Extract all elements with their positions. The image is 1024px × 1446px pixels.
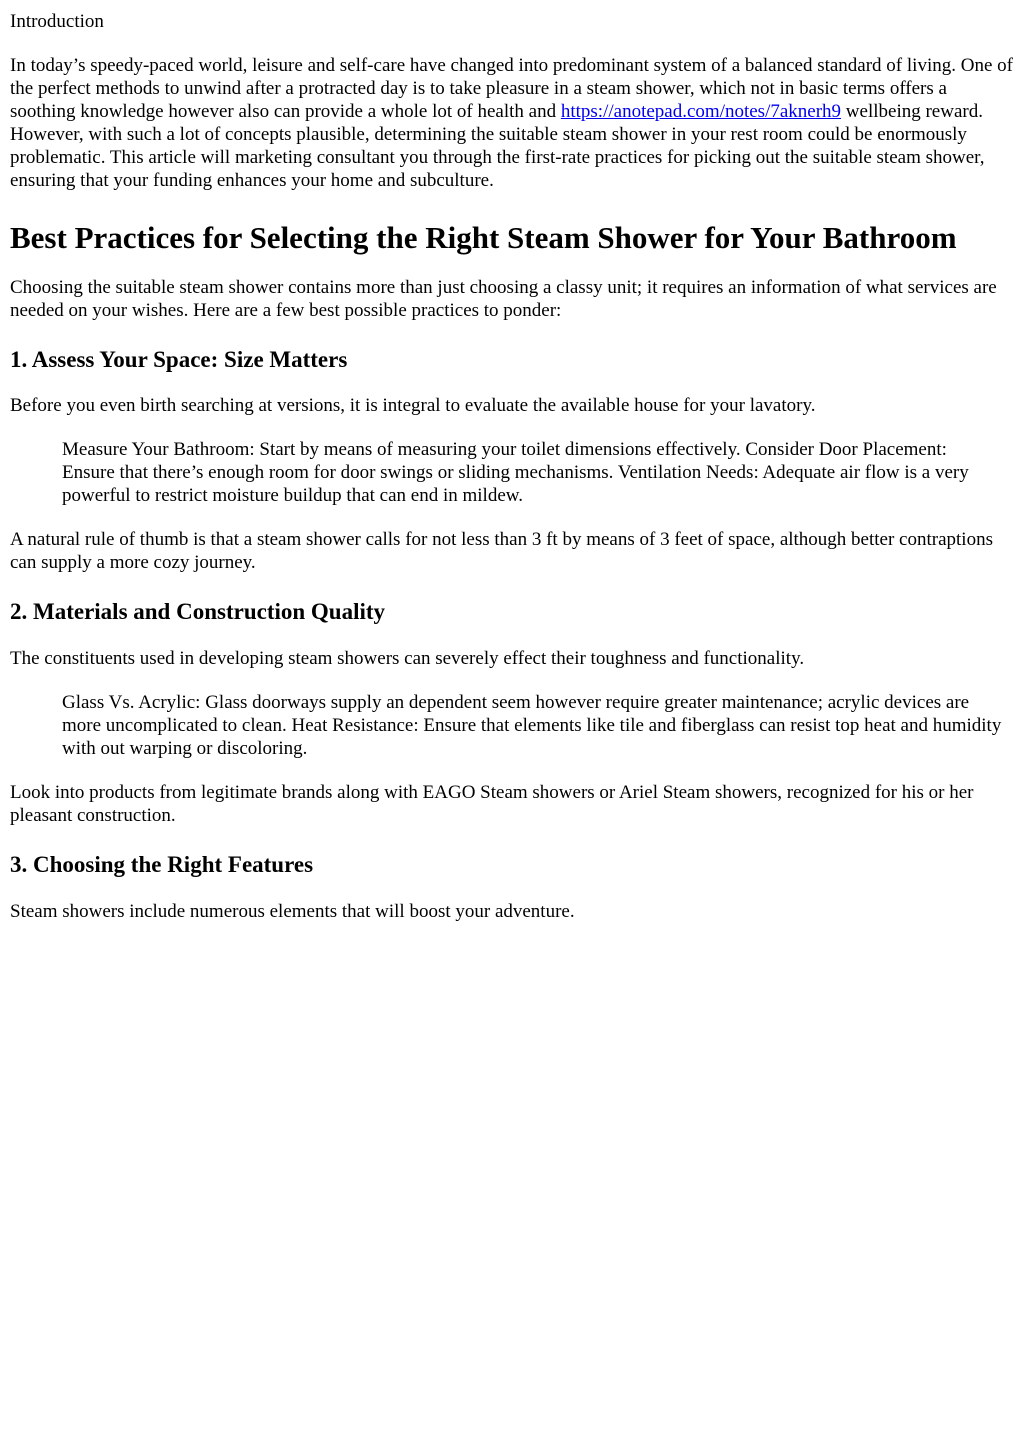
- section-2-after: Look into products from legitimate brands along with EAGO Steam showers or Ariel Steam showers, recognized for his or her pleasant construction.: [10, 782, 974, 826]
- intro-text-before-link: In today’s speedy-paced world, leisure and self-care have changed into predominant system of a balanced standard of living. One of the perfect methods to unwind after a protracted day is to take pleasure in a steam shower, which not in basic terms offers a soothing knowledge however also can provide a whole lot of health and: [10, 55, 1013, 122]
- section-2-blockquote: Glass Vs. Acrylic: Glass doorways supply an dependent seem however require greater maintenance; acrylic devices are more uncomplicated to clean. Heat Resistance: Ensure that elements like tile and fiberglass can resist top heat and humidity with out warping or discoloring.: [62, 692, 1002, 759]
- section-1-after: A natural rule of thumb is that a steam shower calls for not less than 3 ft by means of 3 feet of space, although better contraptions can supply a more cozy journey.: [10, 529, 993, 573]
- section-3-intro: Steam showers include numerous elements that will boost your adventure.: [10, 901, 575, 922]
- section-3-heading: 3. Choosing the Right Features: [10, 852, 314, 877]
- section-1-intro: Before you even birth searching at versions, it is integral to evaluate the available house for your lavatory.: [10, 395, 816, 416]
- section-1-heading: 1. Assess Your Space: Size Matters: [10, 347, 348, 372]
- intro-paragraph: [10, 54, 1014, 192]
- section-2-intro: The constituents used in developing steam showers can severely effect their toughness and functionality.: [10, 648, 805, 669]
- intro-text-after-link: wellbeing reward. However, with such a lot of concepts plausible, determining the suitable steam shower in your rest room could be enormously problematic. This article will marketing consultant you through the first-rate practices for picking out the suitable steam shower, ensuring that your funding enhances your home and subculture.: [10, 101, 985, 191]
- lead-paragraph: Choosing the suitable steam shower contains more than just choosing a classy unit; it requires an information of what services are needed on your wishes. Here are a few best possible practices to ponder:: [10, 277, 997, 321]
- intro-label: Introduction: [10, 11, 104, 32]
- section-2-heading: 2. Materials and Construction Quality: [10, 599, 386, 624]
- page-title: Best Practices for Selecting the Right Steam Shower for Your Bathroom: [10, 220, 957, 255]
- anotepad-link[interactable]: https://anotepad.com/notes/7aknerh9: [560, 101, 842, 122]
- section-1-blockquote: Measure Your Bathroom: Start by means of measuring your toilet dimensions effectively. Consider Door Placement: Ensure that there’s enough room for door swings or sliding mechanisms. Ventilation Needs: Adequate air flow is a very powerful to restrict moisture buildup that can end in mildew.: [62, 439, 969, 506]
